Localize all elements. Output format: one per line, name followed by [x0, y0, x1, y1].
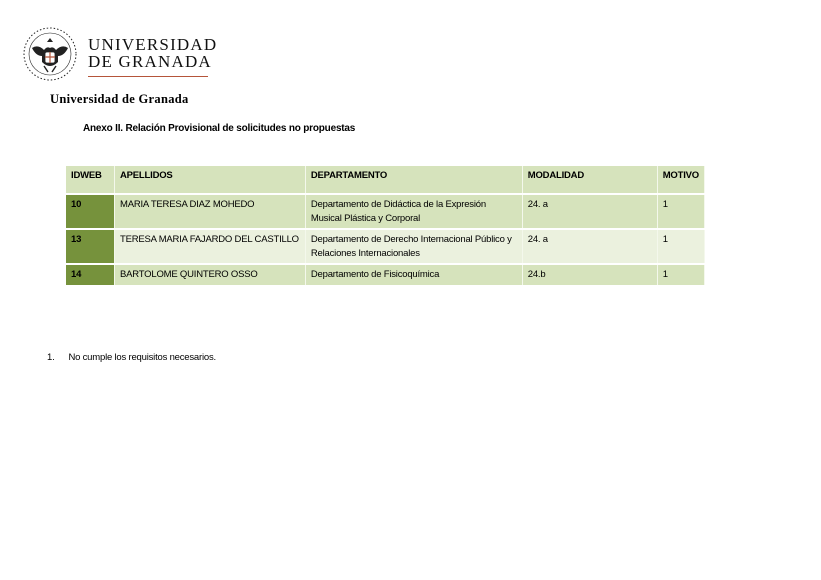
cell-idweb: 14	[66, 264, 114, 286]
cell-motivo: 1	[657, 264, 704, 286]
cell-departamento: Departamento de Derecho Internacional Público y Relaciones Internacionales	[305, 229, 522, 264]
footnote-text: No cumple los requisitos necesarios.	[68, 352, 216, 363]
institution-name: Universidad de Granada	[50, 92, 189, 106]
cell-apellidos: BARTOLOME QUINTERO OSSO	[114, 264, 305, 286]
applications-table	[66, 166, 705, 287]
cell-apellidos: MARIA TERESA DIAZ MOHEDO	[114, 194, 305, 229]
cell-idweb: 13	[66, 229, 114, 264]
logo-line-1: UNIVERSIDAD	[88, 35, 218, 54]
header-modalidad: MODALIDAD	[522, 166, 657, 194]
cell-departamento: Departamento de Fisicoquímica	[305, 264, 522, 286]
cell-idweb: 10	[66, 194, 114, 229]
annex-title: Anexo II. Relación Provisional de solicitudes no propuestas	[83, 123, 356, 134]
footnote-number: 1.	[47, 352, 55, 363]
cell-modalidad: 24. a	[522, 229, 657, 264]
logo-wordmark	[88, 36, 217, 70]
cell-modalidad: 24.b	[522, 264, 657, 286]
header-departamento: DEPARTAMENTO	[305, 166, 522, 194]
cell-departamento: Departamento de Didáctica de la Expresión Musical Plástica y Corporal	[305, 194, 522, 229]
cell-motivo: 1	[657, 229, 704, 264]
header-motivo: MOTIVO	[657, 166, 704, 194]
table-row	[66, 229, 705, 264]
cell-modalidad: 24. a	[522, 194, 657, 229]
cell-motivo: 1	[657, 194, 704, 229]
logo-divider	[88, 76, 208, 77]
cell-apellidos: TERESA MARIA FAJARDO DEL CASTILLO	[114, 229, 305, 264]
table-header-row	[66, 166, 705, 194]
footnote	[47, 352, 216, 363]
header-apellidos: APELLIDOS	[114, 166, 305, 194]
university-logo	[22, 26, 218, 82]
table-row	[66, 264, 705, 286]
header-idweb: IDWEB	[66, 166, 114, 194]
university-seal-icon	[22, 26, 78, 82]
logo-line-2: DE GRANADA	[88, 52, 212, 71]
table-row	[66, 194, 705, 229]
